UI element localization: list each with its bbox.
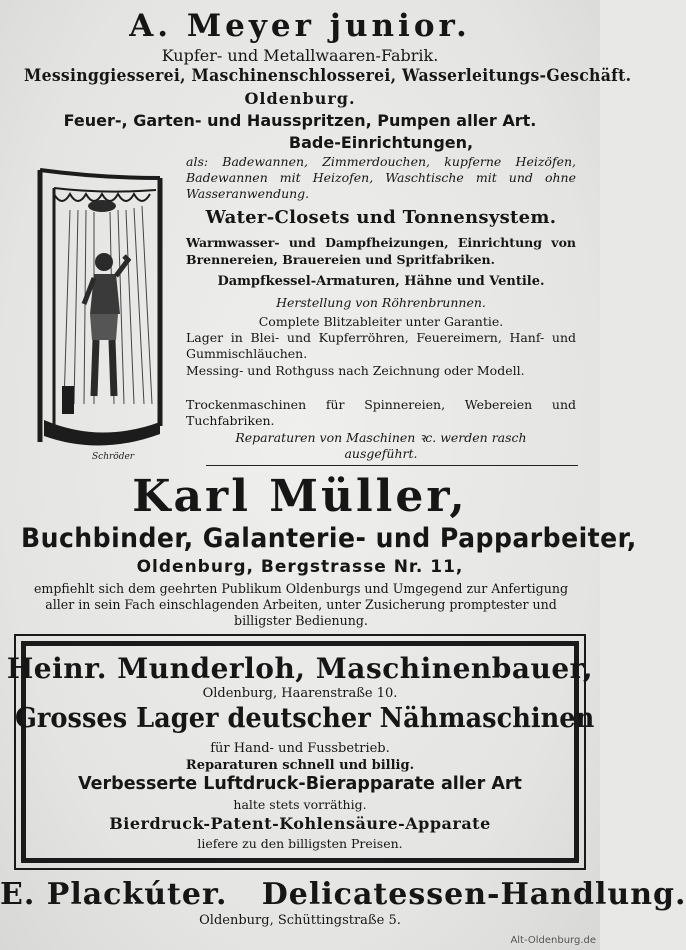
munderloh-preisen: liefere zu den billigsten Preisen. bbox=[197, 836, 403, 851]
illustration-signature: Schröder bbox=[92, 452, 135, 462]
munderloh-luftdruck: Verbesserte Luftdruck-Bierapparate aller Art bbox=[78, 774, 522, 794]
meyer-dampfkessel: Dampfkessel-Armaturen, Hähne und Ventile. bbox=[217, 274, 545, 289]
meyer-roehrenbrunnen: Herstellung von Röhrenbrunnen. bbox=[276, 295, 486, 310]
meyer-line-spritzen: Feuer-, Garten- und Hausspritzen, Pumpen aller Art. bbox=[63, 111, 537, 130]
munderloh-vorraetig: halte stets vorräthig. bbox=[233, 797, 367, 812]
meyer-line-fabrik: Kupfer- und Metallwaaren-Fabrik. bbox=[161, 46, 439, 65]
munderloh-name: Heinr. Munderloh, Maschinenbauer, bbox=[6, 652, 594, 685]
meyer-lager: Lager in Blei- und Kupferröhren, Feuereimern, Hanf- und Gummischläuchen. bbox=[186, 330, 576, 361]
meyer-water-closets: Water-Closets und Tonnensystem. bbox=[205, 207, 557, 228]
meyer-blitzableiter: Complete Blitzableiter unter Garantie. bbox=[258, 314, 504, 329]
munderloh-reparaturen: Reparaturen schnell und billig. bbox=[185, 758, 415, 773]
mueller-profession: Buchbinder, Galanterie- und Papparbeiter, bbox=[21, 523, 637, 554]
meyer-company-name: A. Meyer junior. bbox=[129, 8, 471, 44]
meyer-reparaturen: Reparaturen von Maschinen ꝛc. werden rasch ausgeführt. bbox=[235, 430, 527, 461]
meyer-line-giesserei: Messinggiesserei, Maschinenschlosserei, Wasserleitungs-Geschäft. bbox=[24, 66, 632, 86]
meyer-heizungen: Warmwasser- und Dampfheizungen, Einrichtung von Brennereien, Brauereien und Spritfabriken. bbox=[186, 235, 576, 267]
meyer-bade-heading: Bade-Einrichtungen, bbox=[288, 133, 474, 152]
munderloh-bierdruck: Bierdruck-Patent-Kohlensäure-Apparate bbox=[109, 814, 491, 833]
shower-illustration bbox=[30, 164, 180, 464]
meyer-city: Oldenburg. bbox=[244, 89, 356, 108]
section-divider bbox=[206, 465, 578, 466]
plackueter-address: Oldenburg, Schüttingstraße 5. bbox=[199, 913, 401, 928]
munderloh-address: Oldenburg, Haarenstraße 10. bbox=[202, 686, 398, 701]
meyer-trockenmaschinen: Trockenmaschinen für Spinnereien, Webereien und Tuchfabriken. bbox=[186, 397, 576, 428]
meyer-messing: Messing- und Rothguss nach Zeichnung oder Modell. bbox=[186, 363, 525, 378]
watermark: Alt-Oldenburg.de bbox=[510, 935, 596, 946]
meyer-bade-text: als: Badewannen, Zimmerdouchen, kupferne Heizöfen, Badewannen mit Heizofen, Waschtische mit und ohne Wasseranwendung. bbox=[186, 154, 576, 201]
plackueter-name: E. Plackúter. Delicatessen-Handlung. bbox=[0, 877, 686, 912]
mueller-name: Karl Müller, bbox=[132, 471, 468, 522]
munderloh-lager: Grosses Lager deutscher Nähmaschinen bbox=[15, 703, 595, 734]
mueller-text: empfiehlt sich dem geehrten Publikum Oldenburgs und Umgegend zur Anfertigung aller in sein Fach einschlagenden Arbeiten, unter Zusicherung promptester und billigster Bedienung. bbox=[33, 581, 569, 628]
munderloh-betrieb: für Hand- und Fussbetrieb. bbox=[210, 741, 390, 756]
mueller-address: Oldenburg, Bergstrasse Nr. 11, bbox=[136, 557, 464, 577]
